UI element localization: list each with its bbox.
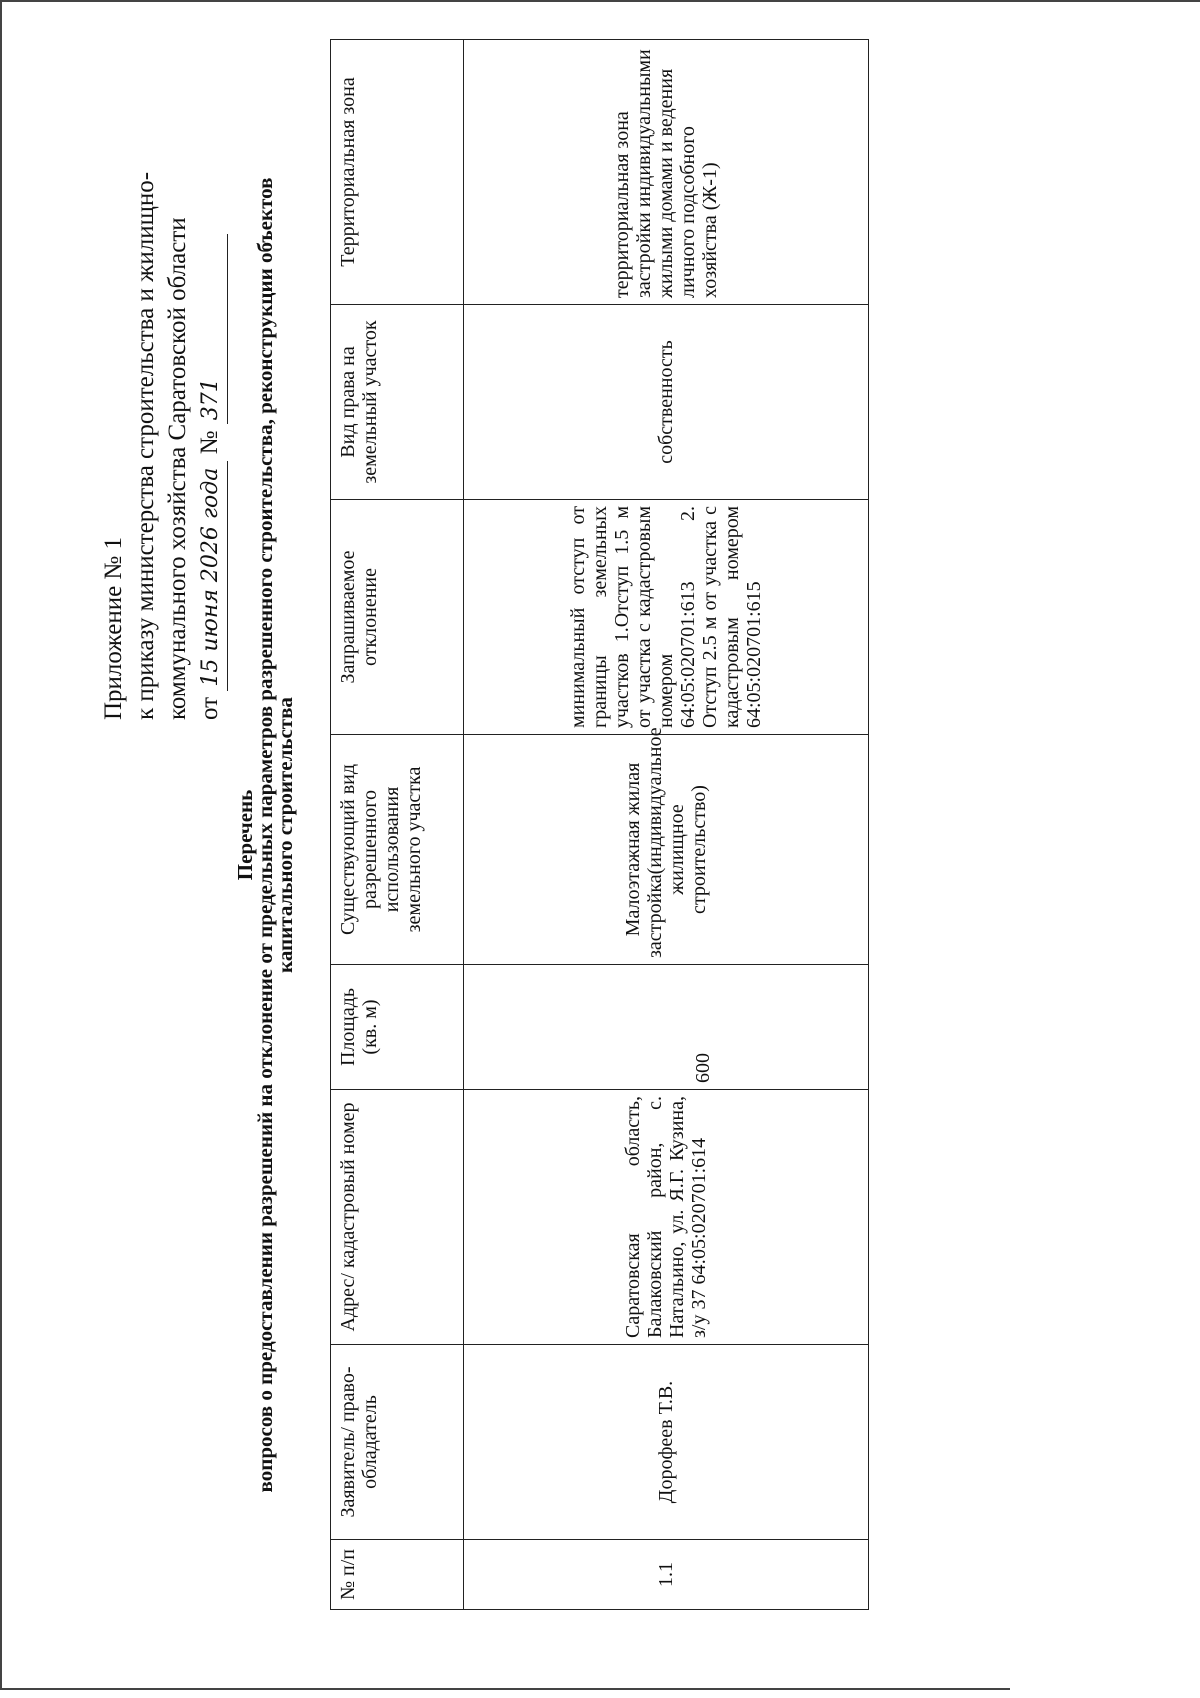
cell-number: 1.1 <box>464 1540 869 1610</box>
header-applicant: Заявитель/ право-обладатель <box>331 1345 464 1540</box>
rotated-document-page <box>10 10 900 1660</box>
cell-right-type: собственность <box>464 305 869 500</box>
header-number: № п/п <box>331 1540 464 1610</box>
cell-permitted-use: Малоэтажная жилая застройка(индивидуальное жилищное строительство) <box>464 735 869 965</box>
title-heading: Перечень <box>233 789 257 881</box>
page-border-left <box>0 0 2 1690</box>
cell-territorial-zone: территориальная зона застройки индивидуальными жилыми домами и ведения личного подсобного хозяйства (Ж-1) <box>464 40 869 305</box>
table-header-row <box>331 40 464 1610</box>
appendix-header <box>98 20 228 720</box>
appendix-ministry-line: коммунального хозяйства Саратовской области <box>164 217 191 720</box>
cell-requested-deviation: минимальный отступ от границы земельных участков 1.Отступ 1.5 м от участка с кадастровым номером 64:05:020701:613 2. Отступ 2.5 м от участка с кадастровым номером 64:05:020701:615 <box>464 500 869 735</box>
cell-address: Саратовская область, Балаковский район, с. Натальино, ул. Я.Г. Кузина, з/у 37 64:05:020701:614 <box>464 1090 869 1345</box>
header-right-type: Вид права на земельный участок <box>331 305 464 500</box>
header-territorial-zone: Территориальная зона <box>331 40 464 305</box>
page-border-top <box>0 0 1200 2</box>
header-area: Площадь (кв. м) <box>331 965 464 1090</box>
permits-table <box>330 39 869 1610</box>
handwritten-date: 15 июня 2026 года <box>195 461 228 691</box>
document-title <box>235 10 295 1660</box>
date-prefix: от <box>196 696 223 720</box>
appendix-number: Приложение № 1 <box>100 536 127 720</box>
header-address: Адрес/ кадастровый номер <box>331 1090 464 1345</box>
table-row <box>464 40 869 1610</box>
header-permitted-use: Существующий вид разрешенного использования земельного участка <box>331 735 464 965</box>
header-requested-deviation: Запрашиваемое отклонение <box>331 500 464 735</box>
number-prefix: № <box>196 430 223 455</box>
cell-area: 600 <box>464 965 869 1090</box>
title-subject-continued: капитального строительства <box>273 697 297 973</box>
page-border-bottom <box>0 1688 1010 1690</box>
handwritten-order-number: 371 <box>195 234 228 424</box>
title-subject: вопросов о предоставлении разрешений на отклонение от предельных параметров разрешенного строительства, реконструкции объектов <box>253 177 277 1493</box>
cell-applicant: Дорофеев Т.В. <box>464 1345 869 1540</box>
appendix-order-line: к приказу министерства строительства и жилищно- <box>132 171 159 720</box>
appendix-date-line <box>194 20 228 720</box>
